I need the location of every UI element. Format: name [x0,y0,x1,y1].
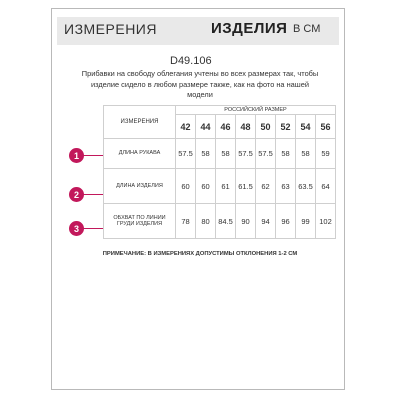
connector-line [81,155,103,156]
row-number-badge: 2 [69,187,84,202]
table-cell: 57.5 [176,139,196,169]
size-header: 46 [216,115,236,139]
size-header: 54 [296,115,316,139]
row-label-chest: ОБХВАТ ПО ЛИНИИ ГРУДИ ИЗДЕЛИЯ [104,204,176,239]
table-cell: 80 [196,204,216,239]
table-cell: 62 [256,169,276,204]
table-cell: 60 [196,169,216,204]
table-cell: 61.5 [236,169,256,204]
table-cell: 63 [276,169,296,204]
table-cell: 61 [216,169,236,204]
table-cell: 60 [176,169,196,204]
table-cell: 58 [276,139,296,169]
table-cell: 78 [176,204,196,239]
table-cell: 84.5 [216,204,236,239]
table-cell: 58 [296,139,316,169]
table-cell: 90 [236,204,256,239]
row-label-garment-length: ДЛИНА ИЗДЕЛИЯ [104,169,176,204]
fit-note: Прибавки на свободу облегания учтены во всех размерах так, чтобы изделие сидело в любом размере также, как на фото на нашей модели [81,69,319,99]
table-row [104,204,336,239]
article-number: D49.106 [170,55,212,67]
table-cell: 102 [316,204,336,239]
corner-label: ИЗМЕРЕНИЯ [104,106,176,139]
size-header: 50 [256,115,276,139]
row-label-sleeve-length: ДЛИНА РУКАВА [104,139,176,169]
tolerance-note: ПРИМЕЧАНИЕ: В ИЗМЕРЕНИЯХ ДОПУСТИМЫ ОТКЛОНЕНИЯ 1-2 СМ [102,251,298,257]
row-number-badge: 3 [69,221,84,236]
table-row [104,139,336,169]
table-cell: 59 [316,139,336,169]
table-cell: 64 [316,169,336,204]
header-band [57,17,339,45]
size-group-label: РОССИЙСКИЙ РАЗМЕР [176,106,336,115]
header-unit: В СМ [293,23,321,35]
table-cell: 63.5 [296,169,316,204]
header-left-text: ИЗМЕРЕНИЯ [64,21,157,37]
header-title: ИЗДЕЛИЯ [211,20,288,37]
table-cell: 96 [276,204,296,239]
table-cell: 94 [256,204,276,239]
table-row [104,169,336,204]
size-header: 44 [196,115,216,139]
table-cell: 57.5 [256,139,276,169]
size-header: 56 [316,115,336,139]
table-cell: 99 [296,204,316,239]
connector-line [81,228,103,229]
size-header: 52 [276,115,296,139]
connector-line [81,194,103,195]
size-table [103,105,336,239]
size-header: 48 [236,115,256,139]
table-cell: 58 [196,139,216,169]
size-header: 42 [176,115,196,139]
table-cell: 58 [216,139,236,169]
row-number-badge: 1 [69,148,84,163]
table-cell: 57.5 [236,139,256,169]
